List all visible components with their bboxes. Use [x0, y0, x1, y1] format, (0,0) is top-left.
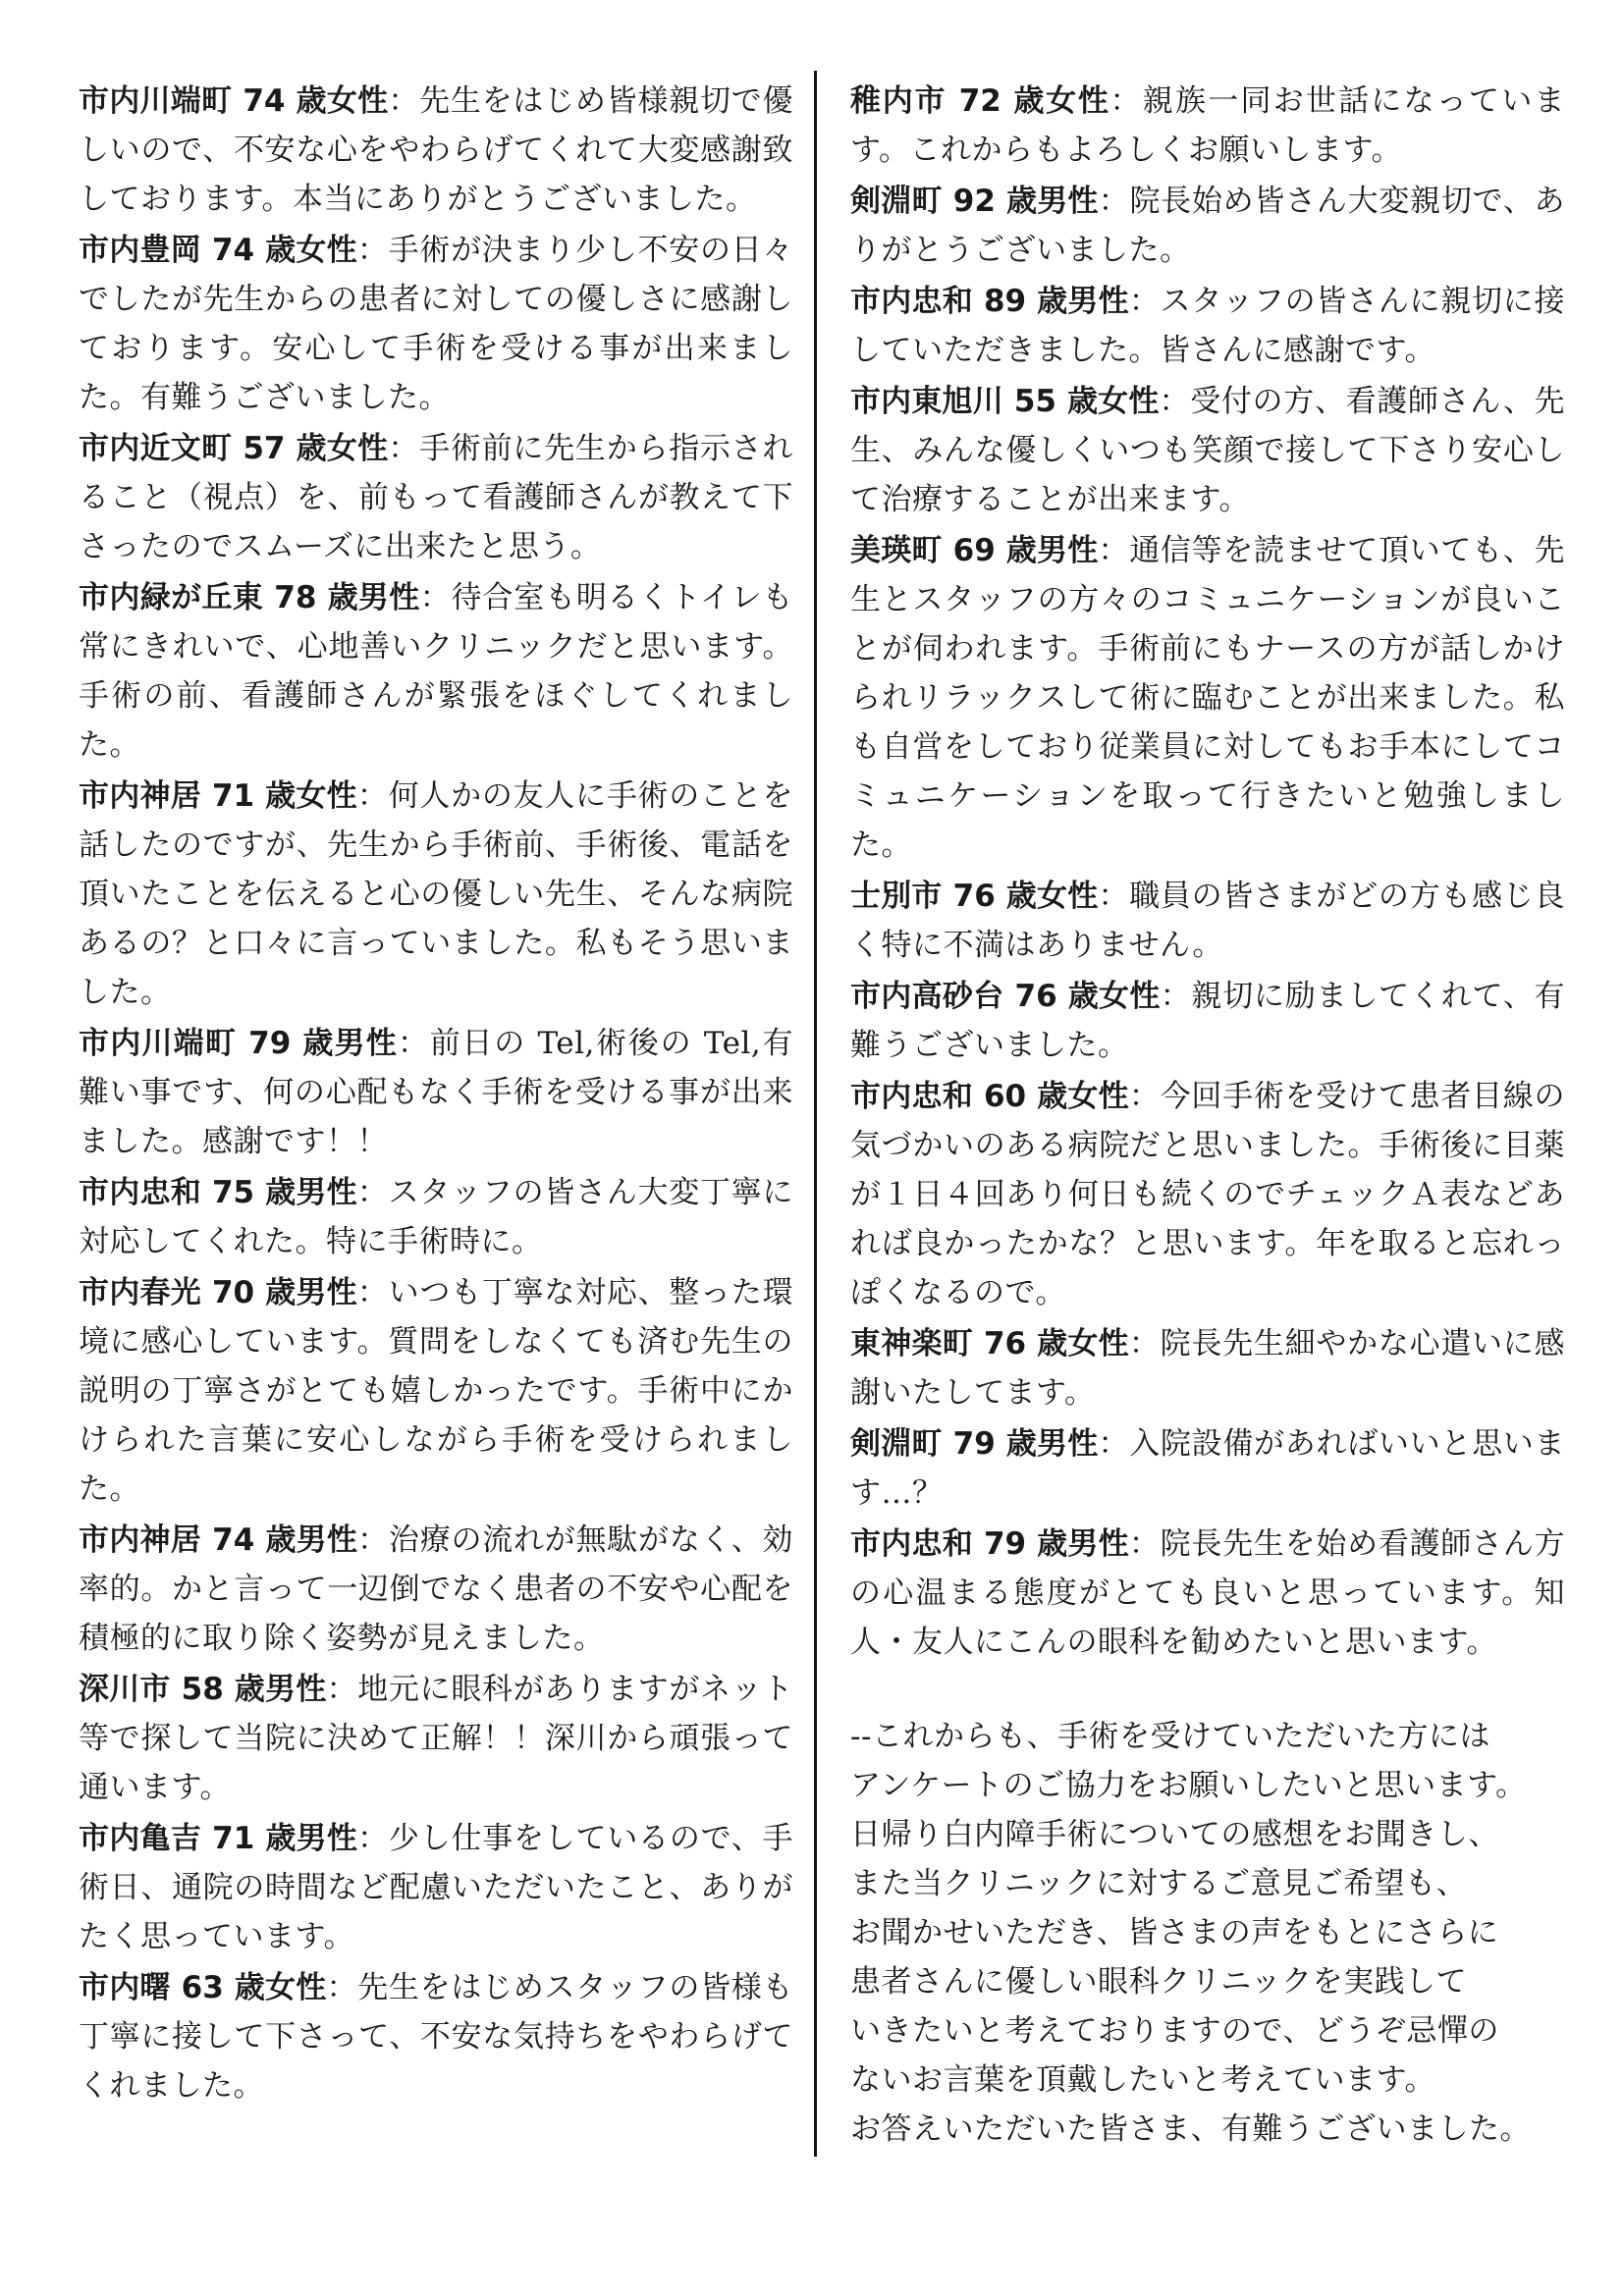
respondent-label: 美瑛町 69 歳男性 — [850, 533, 1099, 568]
comment-entry — [850, 277, 1565, 375]
separator: ： — [1128, 1526, 1161, 1562]
separator: ： — [1128, 1079, 1161, 1114]
respondent-label: 市内豊岡 74 歳女性 — [79, 233, 357, 268]
comment-entry — [850, 77, 1565, 175]
closing-message — [850, 1712, 1565, 2154]
comment-text: 院長先生細やかな心遣いに感謝いたしてます。 — [850, 1326, 1566, 1411]
comment-text: 何人かの友人に手術のことを話したのですが、先生から手術前、手術後、電話を頂いたことを伝えると心の優しい先生、そんな病院あるの？と口々に言っていました。私もそう思いました。 — [79, 778, 794, 1010]
separator: ： — [357, 1821, 389, 1856]
comment-entry — [79, 1963, 793, 2110]
comment-entry — [850, 177, 1565, 275]
respondent-label: 東神楽町 76 歳女性 — [850, 1326, 1129, 1362]
comment-entry — [79, 1665, 793, 1812]
closing-line: 患者さんに優しい眼科クリニックを実践して — [850, 1964, 1468, 2000]
left-column — [79, 77, 793, 2110]
separator: ： — [356, 1275, 389, 1310]
separator: ： — [1098, 184, 1130, 219]
respondent-label: 市内川端町 79 歳男性 — [79, 1026, 399, 1061]
comment-text: 手術前に先生から指示されること（視点）を、前もって看護師さんが教えて下さったのでスムーズに出来たと思う。 — [79, 431, 794, 564]
respondent-label: 士別市 76 歳女性 — [850, 879, 1099, 914]
respondent-label: 市内忠和 79 歳男性 — [850, 1526, 1129, 1562]
separator: ： — [388, 83, 420, 119]
respondent-label: 市内近文町 57 歳女性 — [79, 431, 389, 466]
comment-entry — [850, 526, 1565, 870]
respondent-label: 市内神居 71 歳女性 — [79, 778, 357, 814]
respondent-label: 市内緑が丘東 78 歳男性 — [79, 580, 420, 615]
comment-text: 地元に眼科がありますがネット等で探して当院に決めて正解！！深川から頑張って通います。 — [79, 1672, 794, 1805]
comment-entry — [79, 772, 793, 1017]
respondent-label: 市内春光 70 歳男性 — [79, 1275, 357, 1310]
closing-line: 日帰り白内障手術についての感想をお聞きし、 — [850, 1817, 1499, 1852]
closing-line: また当クリニックに対するご意見ご希望も、 — [850, 1866, 1468, 1901]
respondent-label: 市内曙 63 歳女性 — [79, 1970, 327, 2005]
comment-text: いつも丁寧な対応、整った環境に感心しています。質問をしなくても済む先生の説明の丁寧さがとても嬉しかったです。手術中にかけられた言葉に安心しながら手術を受けられました。 — [79, 1275, 794, 1507]
separator: ： — [326, 1970, 358, 2005]
separator: ： — [1098, 533, 1130, 568]
respondent-label: 剣淵町 92 歳男性 — [850, 184, 1099, 219]
comment-entry — [850, 872, 1565, 970]
comment-entry — [850, 972, 1565, 1070]
separator: ： — [356, 1175, 389, 1210]
respondent-label: 市内亀吉 71 歳男性 — [79, 1821, 358, 1856]
comment-text: 受付の方、看護師さん、先生、みんな優しくいつも笑顔で接して下さり安心して治療することが出来ます。 — [850, 384, 1565, 517]
closing-line: --これからも、手術を受けていただいた方には — [850, 1719, 1490, 1754]
respondent-label: 市内忠和 60 歳女性 — [850, 1079, 1129, 1114]
right-column — [850, 77, 1565, 2154]
respondent-label: 剣淵町 79 歳男性 — [850, 1426, 1099, 1462]
comment-text: 先生をはじめ皆様親切で優しいので、不安な心をやわらげてくれて大変感謝致しております。本当にありがとうございました。 — [79, 83, 794, 217]
comment-text: 待合室も明るくトイレも常にきれいで、心地善いクリニックだと思います。手術の前、看護師さんが緊張をほぐしてくれました。 — [79, 580, 794, 763]
respondent-label: 市内忠和 89 歳男性 — [850, 284, 1129, 319]
separator: ： — [419, 580, 452, 615]
comment-entry — [850, 1419, 1565, 1518]
respondent-label: 稚内市 72 歳女性 — [850, 83, 1110, 119]
closing-line: いきたいと考えておりますので、どうぞ忌憚の — [850, 2013, 1499, 2049]
comment-entry — [79, 226, 793, 422]
separator: ： — [1160, 979, 1192, 1014]
separator: ： — [1098, 1426, 1130, 1462]
respondent-label: 市内高砂台 76 歳女性 — [850, 979, 1161, 1014]
comment-text: 前日の Tel,術後の Tel,有難い事です、何の心配もなく手術を受ける事が出来ました。感謝です！！ — [79, 1026, 794, 1159]
comment-text: 親切に励ましてくれて、有難うございました。 — [850, 979, 1565, 1063]
comment-text: 院長先生を始め看護師さん方の心温まる態度がとても良いと思っています。知人・友人にこんの眼科を勧めたいと思います。 — [850, 1526, 1566, 1660]
separator: ： — [1128, 284, 1161, 319]
comment-entry — [79, 424, 793, 571]
comment-text: 入院設備があればいいと思います…？ — [850, 1426, 1566, 1511]
respondent-label: 市内忠和 75 歳男性 — [79, 1175, 357, 1210]
comment-text: 少し仕事をしているので、手術日、通院の時間など配慮いただいたこと、ありがたく思っています。 — [79, 1821, 794, 1954]
comment-text: スタッフの皆さんに親切に接していただきました。皆さんに感謝です。 — [850, 284, 1566, 368]
separator: ： — [357, 1522, 389, 1558]
comment-entry — [850, 377, 1565, 524]
comment-text: 院長始め皆さん大変親切で、ありがとうございました。 — [850, 184, 1565, 268]
comment-entry — [79, 1168, 793, 1266]
comment-entry — [79, 1516, 793, 1663]
comment-entry — [79, 77, 793, 224]
separator: ： — [356, 233, 389, 268]
comment-entry — [850, 1520, 1565, 1667]
closing-line: お答えいただいた皆さま、有難うございました。 — [850, 2111, 1531, 2147]
comment-text: 先生をはじめスタッフの皆様も丁寧に接して下さって、不安な気持ちをやわらげてくれました。 — [79, 1970, 794, 2104]
separator: ： — [388, 431, 420, 466]
comment-entry — [79, 1268, 793, 1514]
closing-line: ないお言葉を頂戴したいと考えています。 — [850, 2062, 1436, 2098]
comment-text: 親族一同お世話になっています。これからもよろしくお願いします。 — [850, 83, 1566, 168]
comment-entry — [850, 1072, 1565, 1317]
separator: ： — [326, 1672, 358, 1707]
column-divider — [814, 71, 817, 2157]
comment-entry — [79, 573, 793, 770]
respondent-label: 市内川端町 74 歳女性 — [79, 83, 389, 119]
respondent-label: 市内神居 74 歳男性 — [79, 1522, 358, 1558]
comment-text: 通信等を読ませて頂いても、先生とスタッフの方々のコミュニケーションが良いことが伺われます。手術前にもナースの方が話しかけられリラックスして術に臨むことが出来ました。私も自営をしており従業員に対してもお手本にしてコミュニケーションを取って行きたいと勉強しました。 — [850, 533, 1566, 863]
closing-line: アンケートのご協力をお願いしたいと思います。 — [850, 1768, 1527, 1803]
respondent-label: 深川市 58 歳男性 — [79, 1672, 327, 1707]
comment-text: 手術が決まり少し不安の日々でしたが先生からの患者に対しての優しさに感謝しております。安心して手術を受ける事が出来ました。有難うございました。 — [79, 233, 794, 415]
separator: ： — [356, 778, 389, 814]
comment-entry — [850, 1319, 1565, 1417]
comment-text: スタッフの皆さん大変丁寧に対応してくれた。特に手術時に。 — [79, 1175, 794, 1259]
separator: ： — [1109, 83, 1143, 119]
comment-text: 今回手術を受けて患者目線の気づかいのある病院だと思いました。手術後に目薬が１日４回あり何日も続くのでチェックＡ表などあれば良かったかな？と思います。年を取ると忘れっぽくなるので。 — [850, 1079, 1566, 1310]
comment-entry — [79, 1019, 793, 1166]
separator: ： — [1098, 879, 1130, 914]
comment-text: 職員の皆さまがどの方も感じ良く特に不満はありません。 — [850, 879, 1566, 963]
comment-entry — [79, 1814, 793, 1961]
closing-line: お聞かせいただき、皆さまの声をもとにさらに — [850, 1915, 1499, 1950]
separator: ： — [1159, 384, 1191, 419]
separator: ： — [398, 1026, 430, 1061]
respondent-label: 市内東旭川 55 歳女性 — [850, 384, 1160, 419]
separator: ： — [1128, 1326, 1161, 1362]
comment-text: 治療の流れが無駄がなく、効率的。かと言って一辺倒でなく患者の不安や心配を積極的に取り除く姿勢が見えました。 — [79, 1522, 794, 1656]
